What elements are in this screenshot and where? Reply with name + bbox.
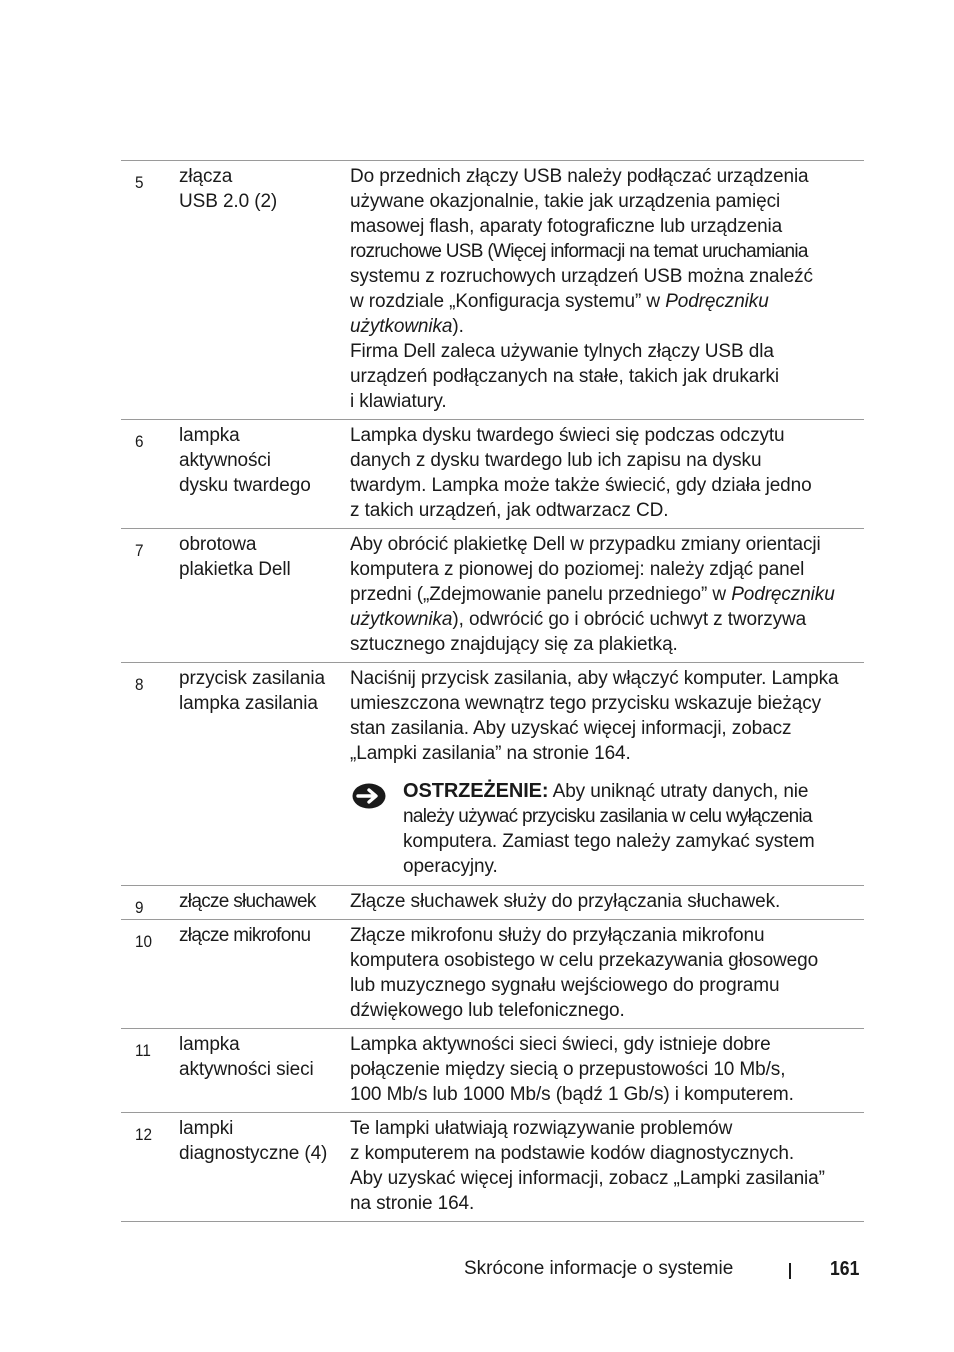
- item-number: 11: [135, 1041, 151, 1060]
- item-number: 9: [135, 898, 144, 917]
- item-number: 7: [135, 541, 144, 560]
- item-description: Te lampki ułatwiają rozwiązywanie problemów z komputerem na podstawie kodów diagnostycznych. Aby uzyskać więcej informacji, zobacz „Lampki zasilania” na stronie 164.: [350, 1118, 825, 1214]
- item-name: lampka aktywności dysku twardego: [179, 425, 311, 496]
- item-name: obrotowa plakietka Dell: [179, 534, 291, 580]
- footer-separator: [789, 1263, 791, 1279]
- table-row: [121, 920, 864, 1029]
- item-number: 8: [135, 675, 144, 694]
- table-row: [121, 161, 864, 420]
- page-number: 161: [830, 1258, 860, 1280]
- components-table: [121, 160, 864, 1222]
- item-description: Lampka aktywności sieci świeci, gdy istnieje dobre połączenie między siecią o przepustowości 10 Mb/s, 100 Mb/s lub 1000 Mb/s (bądź 1 Gb/s) i komputerem.: [350, 1034, 794, 1105]
- warning-title: OSTRZEŻENIE:: [403, 780, 549, 802]
- item-number: 6: [135, 432, 144, 451]
- table-row: [121, 1029, 864, 1113]
- item-description: Naciśnij przycisk zasilania, aby włączyć komputer. Lampka umieszczona wewnątrz tego przycisku wskazuje bieżący stan zasilania. Aby uzyskać więcej informacji, zobacz „Lampki zasilania” na stronie 164.: [350, 668, 839, 764]
- notice-stop-icon: [352, 783, 386, 809]
- item-number: 10: [135, 932, 153, 951]
- table-row: [121, 663, 864, 886]
- manual-title: Podręczniku: [731, 584, 835, 605]
- item-name: złącze mikrofonu: [179, 925, 311, 946]
- item-description: Złącze mikrofonu służy do przyłączania mikrofonu komputera osobistego w celu przekazywania głosowego lub muzycznego sygnału wejściowego do programu dźwiękowego lub telefonicznego.: [350, 925, 819, 1021]
- footer-section-title: Skrócone informacje o systemie: [464, 1258, 734, 1279]
- table-row: [121, 420, 864, 529]
- item-description: Złącze słuchawek służy do przyłączania słuchawek.: [350, 891, 781, 912]
- item-description: Do przednich złączy USB należy podłączać urządzenia używane okazjonalnie, takie jak urządzenia pamięci masowej flash, aparaty fotograficzne lub urządzenia rozruchowe USB (Więcej informacji na temat uruchamiania systemu z rozruchowych urządzeń USB można znaleźć w rozdziale „Konfiguracja systemu” w Podręczniku użytkownika). Firma Dell zaleca używanie tylnych złączy USB dla urządzeń podłączanych na stałe, takich jak drukarki i klawiatury.: [350, 166, 813, 412]
- table-row: [121, 1113, 864, 1222]
- page-footer: [0, 1256, 954, 1282]
- manual-title: użytkownika: [350, 316, 453, 337]
- warning-text: OSTRZEŻENIE: Aby uniknąć utraty danych, nie należy używać przycisku zasilania w celu wyłączenia komputera. Zamiast tego należy zamykać system operacyjny.: [403, 780, 815, 877]
- item-description: Lampka dysku twardego świeci się podczas odczytu danych z dysku twardego lub ich zapisu na dysku twardym. Lampka może także świecić, gdy działa jedno z takich urządzeń, jak odtwarzacz CD.: [350, 425, 812, 521]
- manual-title: użytkownika: [350, 609, 453, 630]
- item-description: Aby obrócić plakietkę Dell w przypadku zmiany orientacji komputera z pionowej do poziomej: należy zdjąć panel przedni („Zdejmowanie panelu przedniego” w Podręczniku użytkownika), odwrócić go i obrócić uchwyt z tworzywa sztucznego znajdujący się za plakietką.: [350, 534, 835, 655]
- table-row: [121, 886, 864, 920]
- table-row: [121, 529, 864, 663]
- item-number: 12: [135, 1125, 153, 1144]
- item-name: przycisk zasilania lampka zasilania: [179, 668, 326, 714]
- item-name: lampki diagnostyczne (4): [179, 1118, 328, 1164]
- manual-title: Podręczniku: [665, 291, 769, 312]
- item-name: lampka aktywności sieci: [179, 1034, 314, 1080]
- item-number: 5: [135, 173, 144, 192]
- item-name: złącza USB 2.0 (2): [179, 166, 278, 212]
- item-name: złącze słuchawek: [179, 891, 316, 912]
